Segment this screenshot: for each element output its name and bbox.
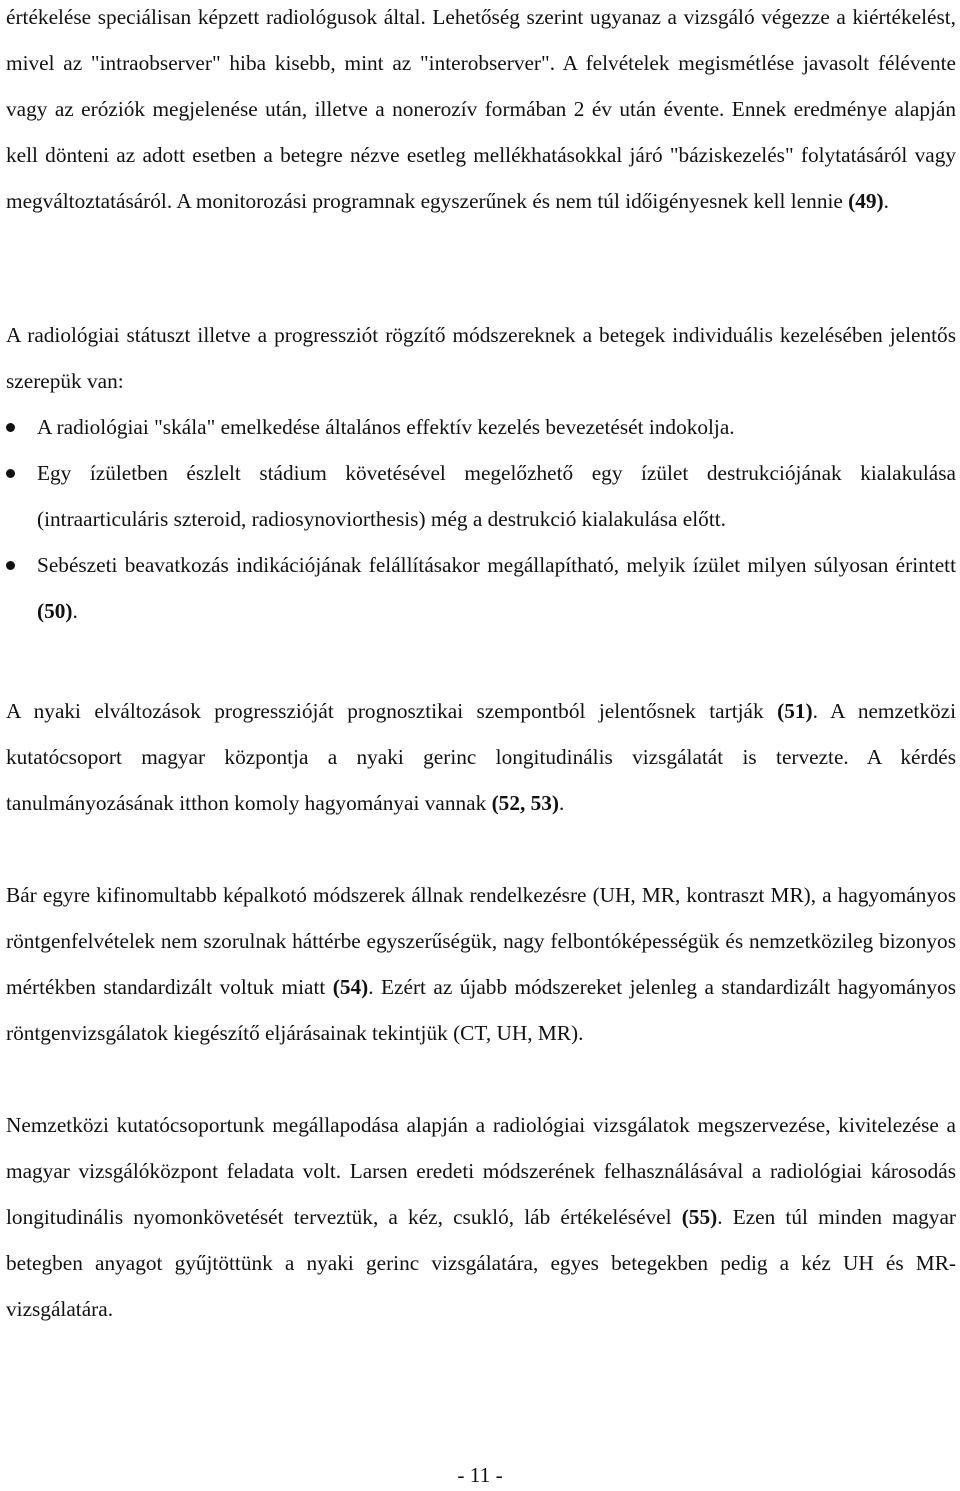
bullet-item <box>6 450 956 542</box>
reference-54: (54) <box>332 975 369 999</box>
paragraph-4-text-a: Bár egyre kifinomultabb képalkotó módszerek állnak rendelkezésre (UH, MR, kontraszt MR), a hagyományos röntgenfelvételek nem szorulnak háttérbe egyszerűségük, nagy felbontóképességük és nemzetközileg bizonyos mértékben standardizált voltuk miatt <box>6 883 956 999</box>
paragraph-1-text-b: . <box>883 189 889 213</box>
reference-51: (51) <box>777 699 813 723</box>
bullet-text: A radiológiai "skála" emelkedése általános effektív kezelés bevezetését indokolja. <box>37 415 735 439</box>
paragraph-5-text-b: . Ezen túl minden magyar betegben anyagot gyűjtöttünk a nyaki gerinc vizsgálatára, egyes betegekben pedig a kéz UH és MR-vizsgálatára. <box>6 1205 956 1321</box>
paragraph-3-text-a: A nyaki elváltozások progresszióját prognosztikai szempontból jelentősnek tartják <box>6 699 778 723</box>
paragraph-1-text-a: értékelése speciálisan képzett radiológusok által. Lehetőség szerint ugyanaz a vizsgáló végezze a kiértékelést, mivel az "intraobserver" hiba kisebb, mint az "interobserver". A felvételek megismétlése javasolt félévente vagy az eróziók megjelenése után, illetve a nonerozív formában 2 év után évente. Ennek eredménye alapján kell dönteni az adott esetben a betegre nézve esetleg mellékhatásokkal járó "báziskezelés" folytatásáról vagy megváltoztatásáról. A monitorozási programnak egyszerűnek és nem túl időigényesnek kell lennie <box>6 5 956 213</box>
paragraph-3-text-c: . <box>559 791 565 815</box>
bullet-text: Egy ízületben észlelt stádium követésével megelőzhető egy ízület destrukciójának kialakulása (intraarticuláris szteroid, radiosynoviorthesis) még a destrukció kialakulása előtt. <box>37 461 956 531</box>
reference-49: (49) <box>848 189 884 213</box>
reference-52-53: (52, 53) <box>491 791 560 815</box>
paragraph-5 <box>6 1102 956 1332</box>
paragraph-3-text-b: . A nemzetközi kutatócsoport magyar központja a nyaki gerinc longitudinális vizsgálatát is tervezte. A kérdés tanulmányozásának itthon komoly hagyományai vannak <box>6 699 956 815</box>
paragraph-5-text-a: Nemzetközi kutatócsoportunk megállapodása alapján a radiológiai vizsgálatok megszervezése, kivitelezése a magyar vizsgálóközpont feladata volt. Larsen eredeti módszerének felhasználásával a radiológiai károsodás longitudinális nyomonkövetését terveztük, a kéz, csukló, láb értékelésével <box>6 1113 956 1229</box>
reference-55: (55) <box>681 1205 718 1229</box>
paragraph-4 <box>6 872 956 1056</box>
paragraph-3 <box>6 688 956 826</box>
bullet-reference: (50) <box>37 599 73 623</box>
paragraph-4-text-b: . Ezért az újabb módszereket jelenleg a standardizált hagyományos röntgenvizsgálatok kiegészítő eljárásainak tekintjük (CT, UH, MR). <box>6 975 956 1045</box>
bullet-text-end: . <box>72 599 78 623</box>
bullet-dot-icon <box>6 423 15 432</box>
bullet-list <box>6 404 956 634</box>
bullet-dot-icon <box>6 469 15 478</box>
bullet-item <box>6 404 956 450</box>
paragraph-1 <box>6 0 956 224</box>
page-number: - 11 - <box>457 1463 503 1487</box>
bullet-item <box>6 542 956 634</box>
bullet-dot-icon <box>6 561 15 570</box>
bullet-text: Sebészeti beavatkozás indikációjának felállításakor megállapítható, melyik ízület milyen súlyosan érintett <box>37 553 956 577</box>
paragraph-2: A radiológiai státuszt illetve a progressziót rögzítő módszereknek a betegek individuális kezelésében jelentős szerepük van: <box>6 323 956 393</box>
